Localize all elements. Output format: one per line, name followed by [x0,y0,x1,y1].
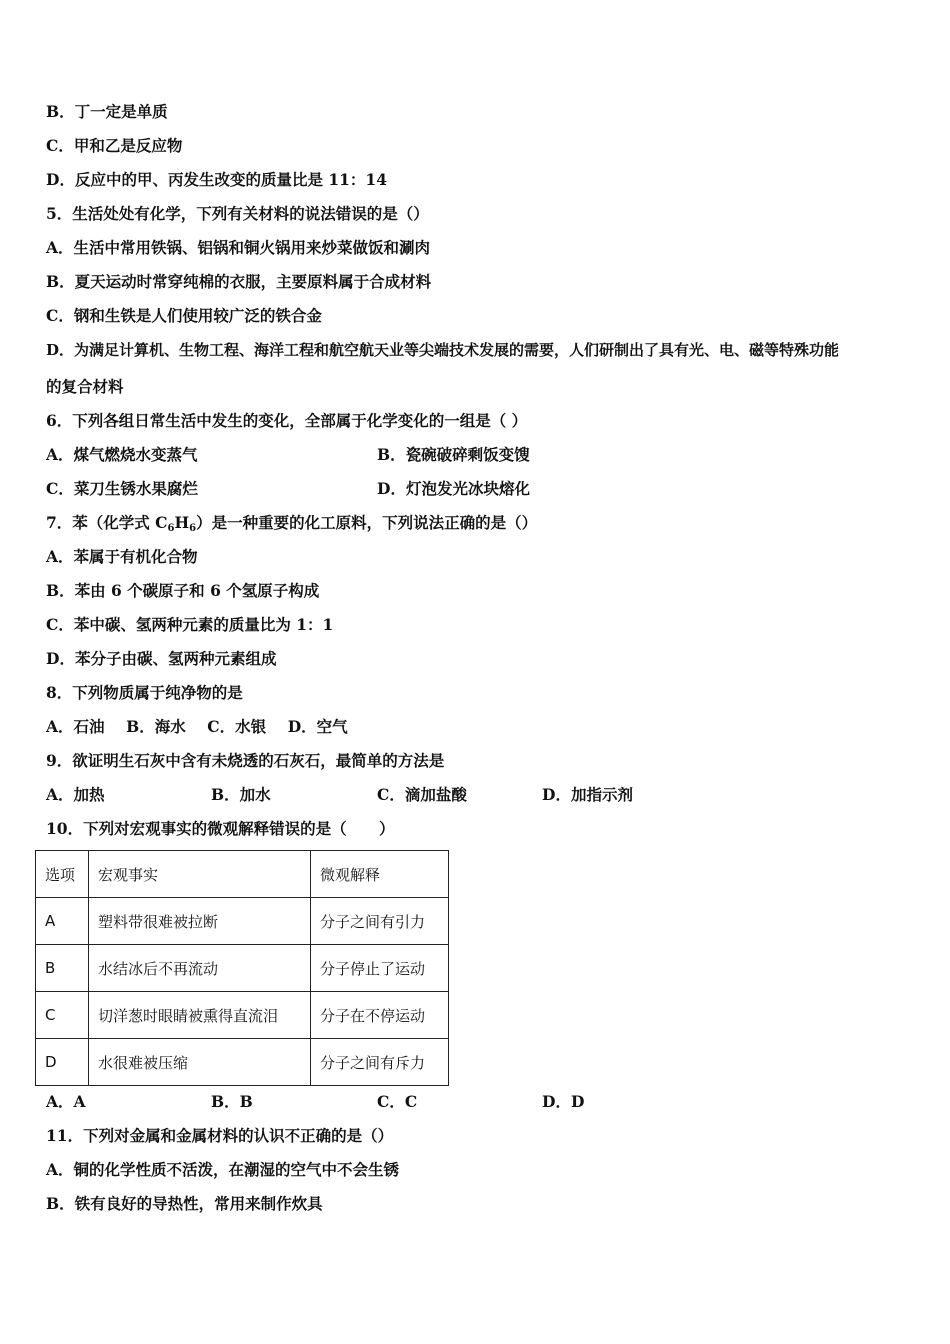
q7-option-c: C．苯中碳、氢两种元素的质量比为 1：1 [46,615,334,634]
q7-subscript-c: 6 [167,523,175,534]
table-cell: 水很难被压缩 [89,1039,311,1086]
table-header-cell: 选项 [36,851,89,898]
table-header-cell: 宏观事实 [89,851,311,898]
q5-option-d-line1: D．为满足计算机、生物工程、海洋工程和航空航天业等尖端技术发展的需要，人们研制出了具有光、电、磁等特殊功能 [46,341,840,359]
q7-option-d: D．苯分子由碳、氢两种元素组成 [46,649,277,668]
q6-stem: 6．下列各组日常生活中发生的变化，全部属于化学变化的一组是（ ） [46,411,528,430]
q9-stem: 9．欲证明生石灰中含有未烧透的石灰石，最简单的方法是 [46,751,445,770]
q11-option-b: B．铁有良好的导热性，常用来制作炊具 [46,1194,323,1213]
q7-stem-post: ）是一种重要的化工原料，下列说法正确的是（） [196,513,538,532]
table-cell: D [36,1039,89,1086]
q4-option-d: D．反应中的甲、丙发生改变的质量比是 11：14 [46,170,387,189]
q7-stem [46,513,537,539]
table-cell: 分子在不停运动 [311,992,449,1039]
q4-option-c: C．甲和乙是反应物 [46,136,183,155]
table-cell: C [36,992,89,1039]
q5-stem: 5．生活处处有化学，下列有关材料的说法错误的是（） [46,204,429,223]
q5-option-d-line2: 的复合材料 [46,377,124,396]
table-row [36,992,449,1039]
q4-option-b: B．丁一定是单质 [46,102,168,121]
q7-stem-pre: 7．苯（化学式 C [46,513,168,532]
table-cell: 分子停止了运动 [311,945,449,992]
table-cell: 切洋葱时眼睛被熏得直流泪 [89,992,311,1039]
table-cell: A [36,898,89,945]
q9-option-c: C．滴加盐酸 [377,785,467,804]
table-cell: B [36,945,89,992]
table-cell: 分子之间有斥力 [311,1039,449,1086]
q11-option-a: A．铜的化学性质不活泼，在潮湿的空气中不会生锈 [46,1160,400,1179]
q5-option-c: C．钢和生铁是人们使用较广泛的铁合金 [46,306,322,325]
q11-stem: 11．下列对金属和金属材料的认识不正确的是（） [46,1126,394,1145]
q6-option-d: D．灯泡发光冰块熔化 [377,479,530,498]
table-cell: 分子之间有引力 [311,898,449,945]
q8-stem: 8．下列物质属于纯净物的是 [46,683,243,702]
table-row [36,1039,449,1086]
q7-option-b: B．苯由 6 个碳原子和 6 个氢原子构成 [46,581,320,600]
q6-option-a: A．煤气燃烧水变蒸气 [46,445,198,464]
q9-option-d: D．加指示剂 [542,785,633,804]
q9-option-b: B．加水 [211,785,271,804]
q10-option-a: A．A [46,1092,86,1111]
q9-option-a: A．加热 [46,785,105,804]
q10-option-b: B．B [211,1092,253,1111]
q5-option-a: A．生活中常用铁锅、铝锅和铜火锅用来炒菜做饭和涮肉 [46,238,431,257]
table-header-row [36,851,449,898]
q10-option-d: D．D [542,1092,585,1111]
q6-option-b: B．瓷碗破碎剩饭变馊 [377,445,530,464]
q10-table [35,850,449,1086]
table-header-cell: 微观解释 [311,851,449,898]
table-row [36,945,449,992]
q5-option-b: B．夏天运动时常穿纯棉的衣服，主要原料属于合成材料 [46,272,432,291]
q7-subscript-h: 6 [189,523,197,534]
q7-stem-mid: H [174,513,190,532]
q7-option-a: A．苯属于有机化合物 [46,547,198,566]
table-cell: 水结冰后不再流动 [89,945,311,992]
q6-option-c: C．菜刀生锈水果腐烂 [46,479,198,498]
table-row [36,898,449,945]
q8-options: A．石油 B．海水 C．水银 D．空气 [46,717,348,736]
q10-option-c: C．C [377,1092,418,1111]
table-cell: 塑料带很难被拉断 [89,898,311,945]
q10-stem: 10．下列对宏观事实的微观解释错误的是（ ） [46,819,395,838]
